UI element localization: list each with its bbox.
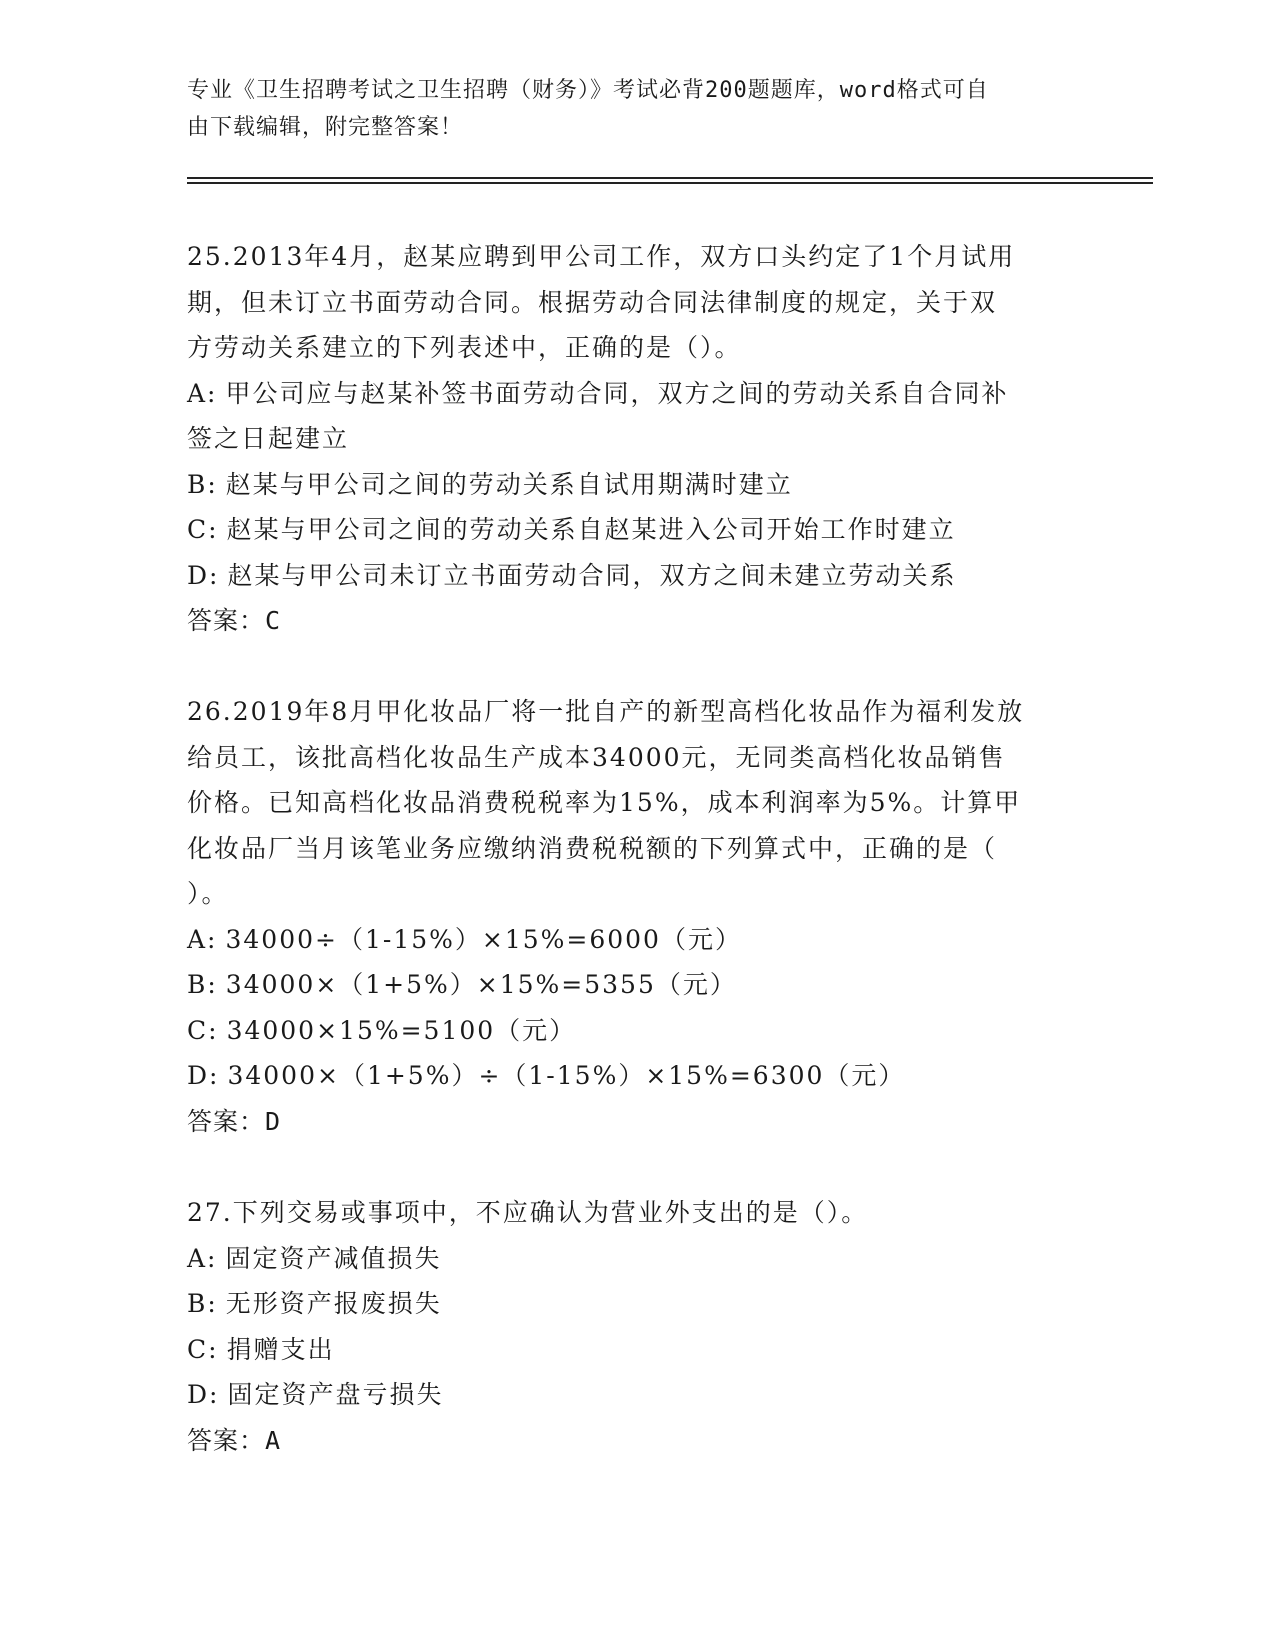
question-stem-line: 化妆品厂当月该笔业务应缴纳消费税税额的下列算式中，正确的是（ — [187, 833, 998, 863]
option-label: A: — [187, 1243, 218, 1273]
option-c — [187, 1327, 1087, 1373]
question-stem-line: ）。 — [187, 879, 229, 908]
option-label: C: — [187, 1015, 219, 1045]
answer-line: 答案：C — [187, 606, 282, 635]
option-a — [187, 371, 1087, 417]
option-a — [187, 1236, 1087, 1282]
question-stem-line: 26.2019年8月甲化妆品厂将一批自产的新型高档化妆品作为福利发放 — [187, 697, 1025, 726]
option-a-continued: 签之日起建立 — [187, 424, 350, 453]
option-label: A: — [187, 924, 218, 954]
answer-line: 答案：D — [187, 1106, 282, 1136]
option-d — [187, 1372, 1087, 1418]
question-stem-line: 给员工，该批高档化妆品生产成本34000元，无同类高档化妆品销售 — [187, 742, 1006, 772]
question-stem-line: 方劳动关系建立的下列表述中，正确的是（）。 — [187, 333, 742, 362]
option-label: B: — [187, 1289, 218, 1318]
document-header — [187, 72, 1067, 146]
option-b — [187, 962, 1087, 1008]
question-stem-line: 25.2013年4月，赵某应聘到甲公司工作，双方口头约定了1个月试用 — [187, 242, 1016, 271]
option-label: C: — [187, 1334, 219, 1364]
question-stem-line: 价格。已知高档化妆品消费税税率为15%，成本利润率为5%。计算甲 — [187, 788, 1022, 817]
header-line-1: 专业《卫生招聘考试之卫生招聘（财务）》考试必背200题题库，word格式可自 — [187, 78, 989, 103]
option-text: 赵某与甲公司未订立书面劳动合同，双方之间未建立劳动关系 — [227, 560, 957, 590]
header-line-2: 由下载编辑，附完整答案！ — [187, 115, 464, 140]
option-label: D: — [187, 1061, 220, 1090]
option-b — [187, 462, 1087, 508]
option-text: 无形资产报废损失 — [225, 1289, 442, 1318]
question-25 — [187, 234, 1087, 644]
option-text: 固定资产减值损失 — [225, 1243, 442, 1273]
option-label: D: — [187, 1380, 220, 1409]
option-text: 34000×15%=5100（元） — [226, 1015, 577, 1045]
option-text: 赵某与甲公司之间的劳动关系自试用期满时建立 — [225, 469, 793, 499]
question-27 — [187, 1190, 1087, 1463]
option-text: 34000×（1+5%）÷（1-15%）×15%=6300（元） — [227, 1061, 906, 1090]
option-text: 34000÷（1-15%）×15%=6000（元） — [225, 924, 742, 954]
header-divider-top — [187, 177, 1153, 179]
option-label: B: — [187, 970, 218, 999]
question-stem-line: 27.下列交易或事项中，不应确认为营业外支出的是（）。 — [187, 1198, 869, 1227]
question-stem-line: 期，但未订立书面劳动合同。根据劳动合同法律制度的规定，关于双 — [187, 287, 998, 317]
option-label: B: — [187, 469, 218, 499]
option-d — [187, 553, 1087, 599]
option-label: D: — [187, 560, 220, 590]
option-b — [187, 1281, 1087, 1327]
option-a — [187, 917, 1087, 963]
option-text: 34000×（1+5%）×15%=5355（元） — [225, 970, 737, 999]
option-d — [187, 1053, 1087, 1099]
option-text: 捐赠支出 — [226, 1334, 335, 1364]
option-text: 赵某与甲公司之间的劳动关系自赵某进入公司开始工作时建立 — [226, 515, 956, 544]
header-divider-bottom — [187, 182, 1153, 184]
option-text: 固定资产盘亏损失 — [227, 1380, 444, 1409]
option-c — [187, 1008, 1087, 1054]
answer-line: 答案：A — [187, 1425, 282, 1455]
option-label: C: — [187, 515, 219, 544]
option-c — [187, 507, 1087, 553]
option-label: A: — [187, 378, 218, 408]
option-text: 甲公司应与赵某补签书面劳动合同，双方之间的劳动关系自合同补 — [225, 378, 1009, 408]
question-26 — [187, 689, 1087, 1144]
